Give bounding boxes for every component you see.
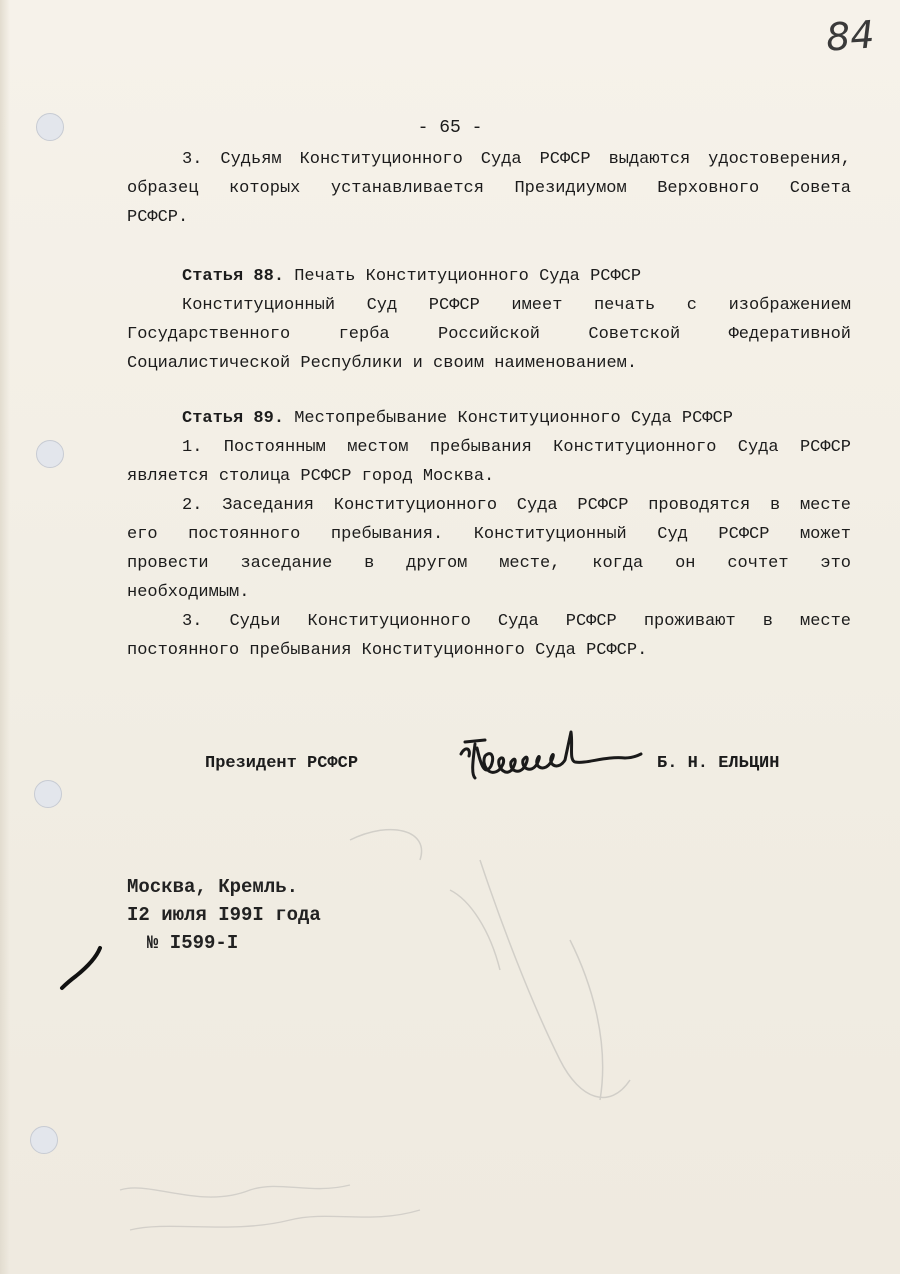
text-line: его постоянного пребывания. Конституционный Суд РСФСР может <box>127 525 851 544</box>
text-line: образец которых устанавливается Президиумом Верховного Совета <box>127 179 851 198</box>
text-line: Государственного герба Российской Советской Федеративной <box>127 325 851 344</box>
text-line: провести заседание в другом месте, когда он сочтет это <box>127 554 851 573</box>
article-88-title: Печать Конституционного Суда РСФСР <box>294 267 642 286</box>
text-line: Социалистической Республики и своим наименованием. <box>127 354 638 373</box>
handwritten-signature <box>455 726 645 796</box>
article-89-label: Статья 89. <box>182 409 285 428</box>
text-line: 1. Постоянным местом пребывания Конституционного Суда РСФСР <box>182 438 851 457</box>
article-89-heading <box>127 404 851 433</box>
decree-number: № I599-I <box>147 932 239 954</box>
place-location: Москва, Кремль. <box>127 876 299 898</box>
text-line: РСФСР. <box>127 208 189 227</box>
text-line: Конституционный Суд РСФСР имеет печать с изображением <box>182 296 851 315</box>
punch-hole <box>36 440 64 468</box>
decree-date: I2 июля I99I года <box>127 904 321 926</box>
article-88-heading <box>127 262 851 291</box>
article-88 <box>127 262 851 378</box>
signatory-name: Б. Н. ЕЛЬЦИН <box>657 754 780 773</box>
bleed-through-marks <box>330 800 650 1130</box>
article-89 <box>127 404 851 665</box>
page-number: - 65 - <box>417 118 483 138</box>
text-line: 3. Судьям Конституционного Суда РСФСР выдаются удостоверения, <box>182 150 851 169</box>
article-89-title: Местопребывание Конституционного Суда РСФСР <box>294 409 733 428</box>
text-line: является столица РСФСР город Москва. <box>127 467 495 486</box>
archive-page-number: 84 <box>824 12 876 60</box>
page-left-edge <box>0 0 10 1274</box>
signatory-title: Президент РСФСР <box>205 754 359 773</box>
margin-pencil-mark <box>56 944 106 992</box>
punch-hole <box>30 1126 58 1154</box>
signature-row <box>0 752 900 792</box>
paragraph-3-judges-certificates <box>127 145 851 232</box>
text-line: 2. Заседания Конституционного Суда РСФСР проводятся в месте <box>182 496 851 515</box>
faint-pencil-note <box>110 1150 440 1250</box>
text-line: необходимым. <box>127 583 250 602</box>
article-88-label: Статья 88. <box>182 267 285 286</box>
place-date-block <box>127 873 321 957</box>
text-line: 3. Судьи Конституционного Суда РСФСР проживают в месте <box>182 612 851 631</box>
text-line: постоянного пребывания Конституционного Суда РСФСР. <box>127 641 648 660</box>
